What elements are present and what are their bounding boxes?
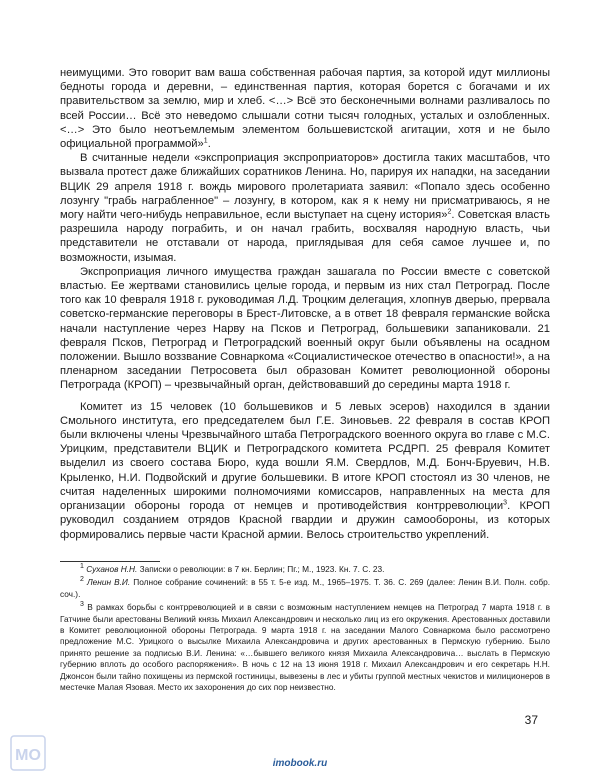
footnote-author: Суханов Н.Н. — [86, 564, 138, 574]
footnote-ref[interactable]: 3 — [503, 499, 508, 507]
footnote-divider — [60, 561, 160, 562]
watermark-logo-icon — [10, 735, 46, 771]
paragraph — [60, 400, 550, 542]
page-number: 37 — [524, 713, 538, 727]
paragraph-text: Экспроприация личного имущества граждан зашагала по России вместе с советской властью. Ее жертвами становились целые города, и первым из них стал Петроград. После того как 10 февраля 1918 г. руководимая Л.Д. Троцким делегация, хлопнув дверью, прервала советско-германские переговоры в Брест-Литовске, а в ответ 18 февраля германские войска начали наступление через Нарву на Псков и Петроград, большевики запаниковали. 21 февраля Псков, Петроград и Петроградский военный округ были объявлены на осадном положении. Вышло воззвание Совнаркома «Социалистическое отечество в опасности!», а на пленарном заседании Петросовета был образован Комитет революционной обороны Петрограда (КРОП) – чрезвычайный орган, действовавший до середины марта 1918 г. — [60, 265, 550, 392]
footnote-number: 3 — [80, 601, 84, 609]
footnote-ref[interactable]: 2 — [447, 208, 452, 216]
footnote-text: В рамках борьбы с контрреволюцией и в связи с возможным наступлением немцев на Петроград 7 марта 1918 г. в Гатчине были арестованы Великий князь Михаил Александрович и несколько лиц из его окружения. Арестованных доставили в Комитет революционной обороны Петрограда. 9 марта 1918 г. на заседании Малого Совнаркома было рассмотрено предложение М.С. Урицкого о высылке Михаила Александровича и других арестованных в Пермскую губернию. Было принято решение за подписью В.И. Ленина: «…бывшего великого князя Михаила Александровича… выслать в Пермскую губернию вплоть до особого распоряжения». В ночь с 12 на 13 июня 1918 г. Михаил Александрович и его секретарь Н.Н. Джонсон были тайно похищены из пермской гостиницы, вывезены в лес и убиты группой местных чекистов и милиционеров в местечке Малая Язовая. Место их захоронения до сих пор неизвестно. — [60, 602, 550, 693]
svg-text:МО: МО — [15, 747, 41, 764]
footnote-text: Полное собрание сочинений: в 55 т. 5-е изд. М., 1965–1975. Т. 36. С. 269 (далее: Ленин В.И. Полн. собр. соч.). — [60, 577, 551, 599]
paragraph-text: В считанные недели «экспроприация экспроприаторов» достигла таких масштабов, что вызвала протест даже ближайших соратников Ленина. Но, парируя их нападки, на заседании ВЦИК 29 апреля 1918 г. вождь мирового пролетариата заявил: «Попало здесь особенно лозунгу "грабь награбленное" – лозунгу, в котором, как я к нему ни присматриваюсь, я не могу найти чего-нибудь неправильное, если выступает на сцену история» — [60, 152, 550, 222]
site-link[interactable]: imobook.ru — [272, 758, 328, 769]
paragraph-text: неимущими. Это говорит вам ваша собственная рабочая партия, за которой идут миллионы бедноты города и деревни, – единственная партия, которая борется с богачами и их правительством за землю, мир и хлеб. <…> Всё это бесконечными волнами разливалось по всей России… Всё это неведомо слышали сотни тысяч голодных, усталых и озлобленных. <…> Это было неотъемлемым элементом большевистской агитации, хотя и не было официальной программой» — [60, 67, 550, 151]
footnote — [60, 577, 550, 600]
footnote — [60, 564, 550, 575]
footnote-text: Записки о революции: в 7 кн. Берлин; Пг.; М., 1923. Кн. 7. С. 23. — [137, 564, 385, 574]
footnote-number: 2 — [80, 576, 84, 584]
paragraph-text: . Советская власть разрешила народу пограбить, и он начал грабить, восхваляя народную власть, чьи представители не отставали от народа, приглядывая для себя самое лучшее и, по возможности, изымая. — [60, 209, 550, 264]
footnotes — [60, 564, 550, 693]
main-text — [60, 66, 550, 542]
footnote-number: 1 — [80, 563, 84, 571]
footnote-author: Ленин В.И. — [86, 577, 131, 588]
paragraph — [60, 265, 550, 393]
paragraph-text: Комитет из 15 человек (10 большевиков и 5 левых эсеров) находился в здании Смольного института, его председателем был Г.Е. Зиновьев. 22 февраля в состав КРОП были включены члены Чрезвычайного штаба Петроградского военного округа во главе с М.С. Урицким, представители ВЦИК и Петроградского комитета РСДРП. 25 февраля Комитет выделил из своего состава Бюро, куда вошли Я.М. Свердлов, М.Д. Бонч-Бруевич, Н.В. Крыленко, Н.И. Подвойский и другие большевики. В итоге КРОП стостоял из 30 членов, не считая наделенных широкими полномочиями комиссаров, направленных на места для организации обороны города от немцев и противодействия контрреволюции — [60, 400, 550, 513]
paragraph-text: . КРОП руководил созданием отрядов Красной гвардии и дружин самообороны, из которых формировались первые части Красной армии. Велось строительство укреплений. — [60, 500, 550, 541]
footnote-ref[interactable]: 1 — [203, 137, 208, 145]
paragraph — [60, 66, 550, 151]
footnote — [60, 602, 550, 693]
paragraph — [60, 151, 550, 265]
paragraph-text: . — [207, 138, 211, 151]
